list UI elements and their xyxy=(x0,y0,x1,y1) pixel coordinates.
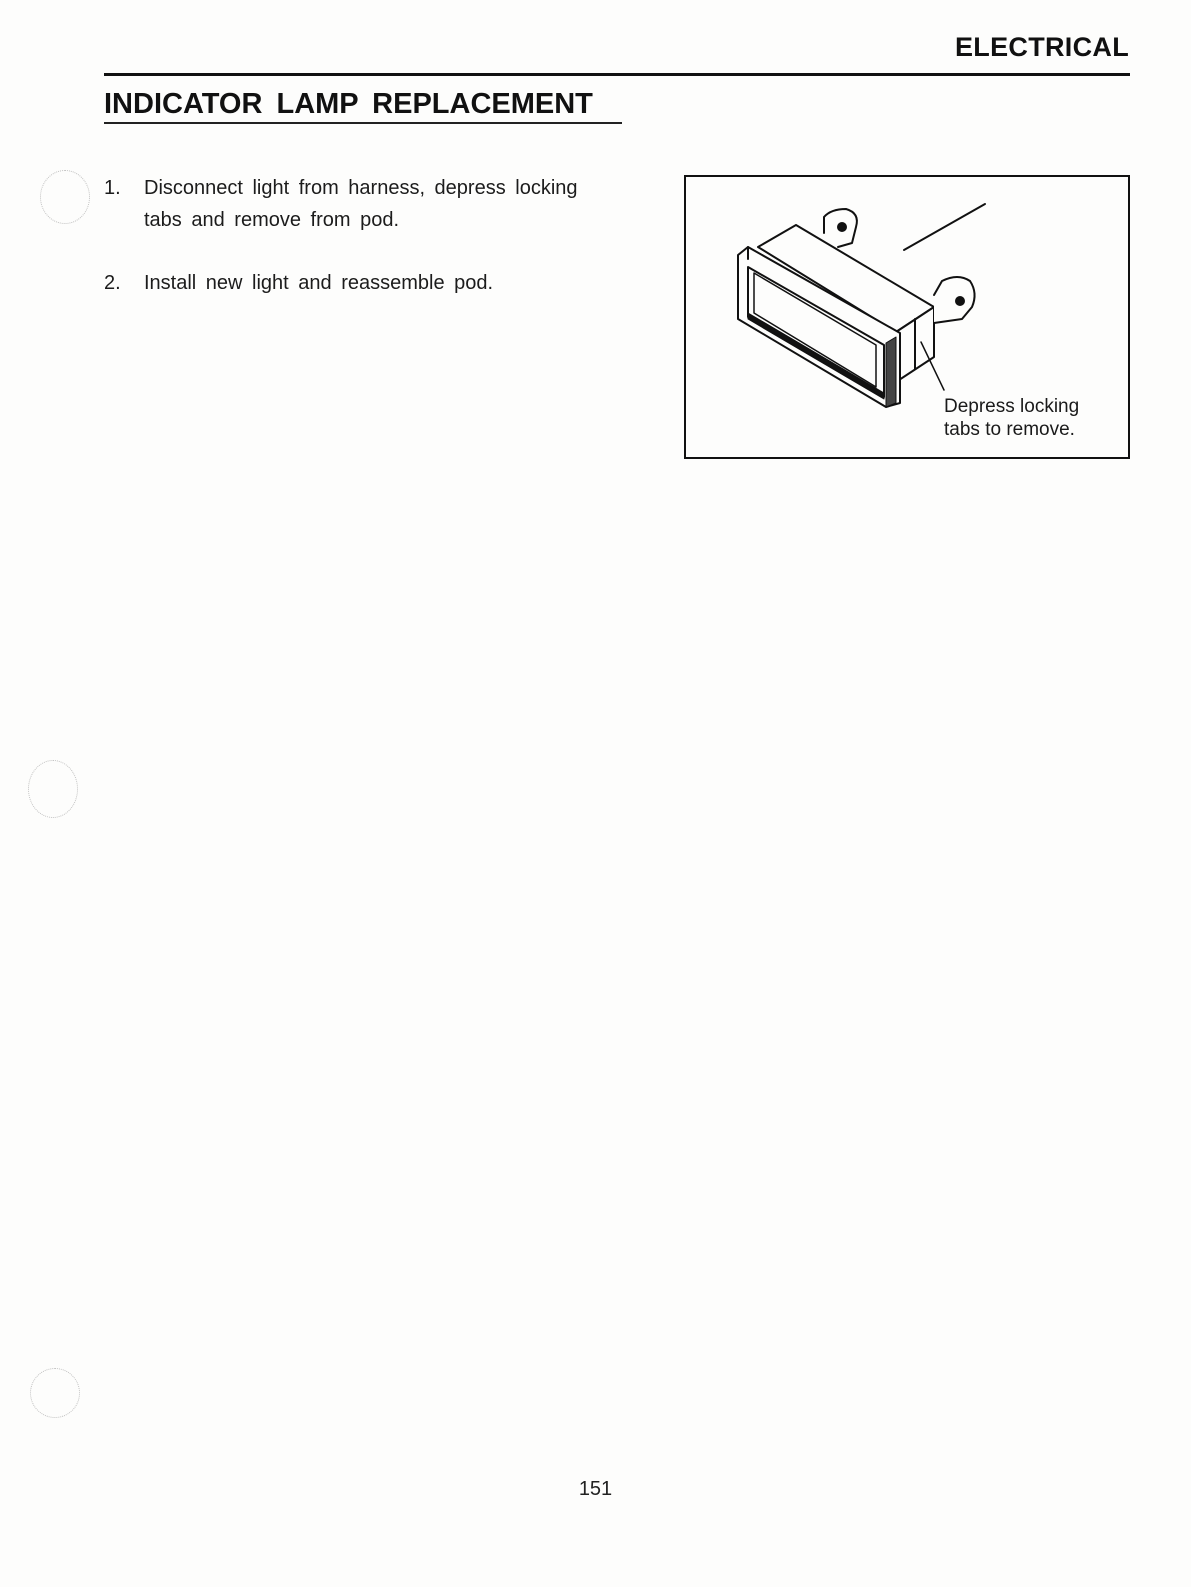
page-number: 151 xyxy=(578,1478,613,1500)
header-rule xyxy=(104,73,1130,76)
punch-hole-mark xyxy=(40,170,90,224)
instruction-step xyxy=(104,172,614,236)
instruction-step xyxy=(104,267,614,299)
step-number: 1. xyxy=(104,177,121,199)
callout-line: Depress locking xyxy=(944,396,1080,417)
section-header: ELECTRICAL xyxy=(955,32,1129,62)
punch-hole-mark xyxy=(28,760,78,818)
page-title: INDICATOR LAMP REPLACEMENT xyxy=(104,88,593,120)
title-underline xyxy=(104,122,622,124)
step-text: Disconnect light from harness, depress locking tabs and remove from pod. xyxy=(144,177,578,231)
callout-line: tabs to remove. xyxy=(944,419,1075,440)
lamp-figure xyxy=(684,175,1130,459)
step-text: Install new light and reassemble pod. xyxy=(144,272,494,294)
instruction-list xyxy=(104,172,614,330)
step-number: 2. xyxy=(104,272,121,294)
figure-callout xyxy=(944,395,1079,441)
punch-hole-mark xyxy=(30,1368,80,1418)
